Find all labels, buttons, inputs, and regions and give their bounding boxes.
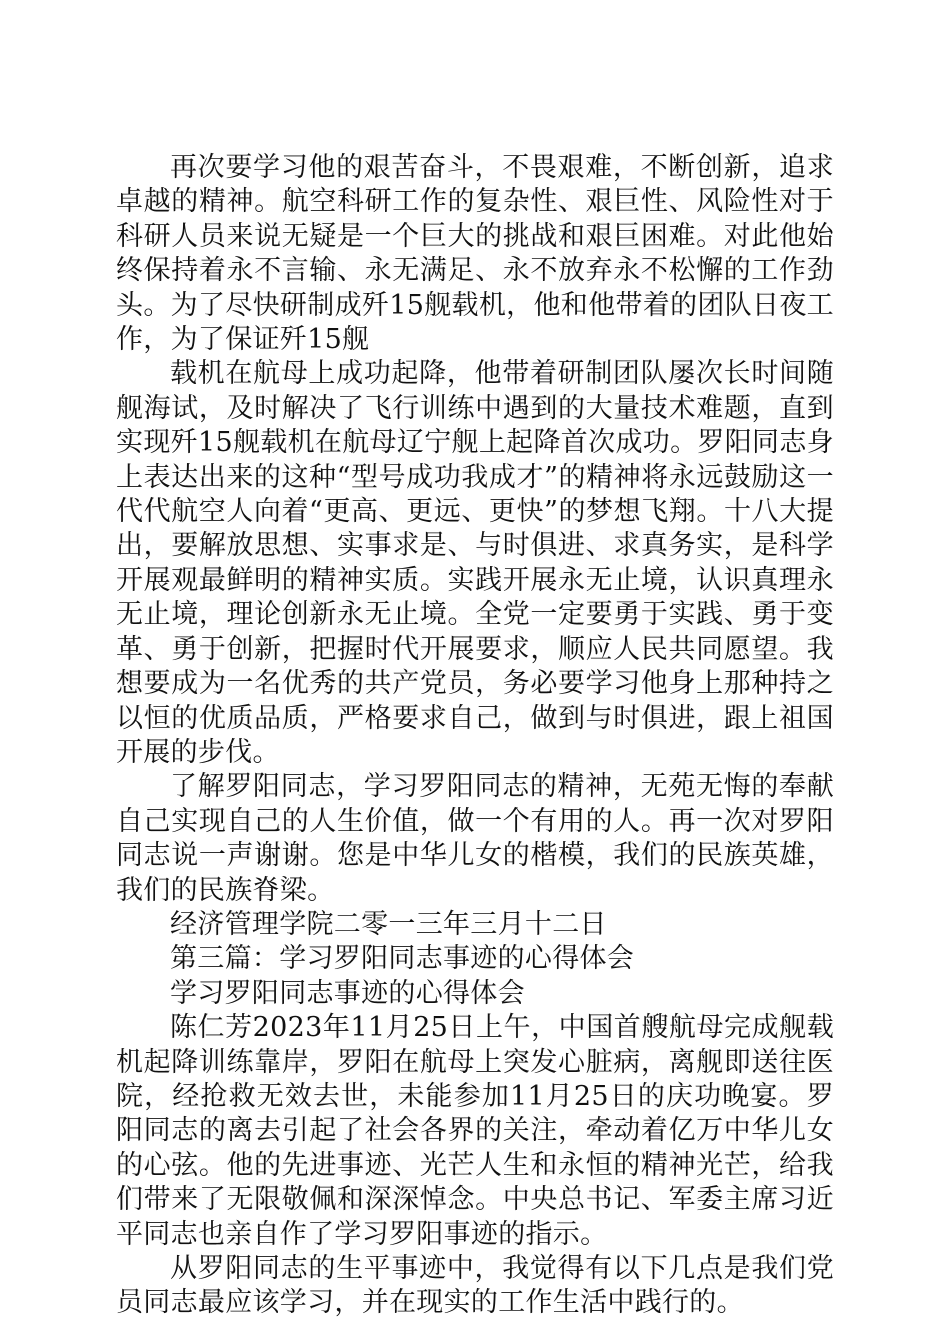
document-body (116, 151, 834, 1321)
paragraph-lessons-intro: 从罗阳同志的生平事迹中，我觉得有以下几点是我们党员同志最应该学习，并在现实的工作生活中践行的。 (116, 1253, 834, 1319)
paragraph-sea-trials: 载机在航母上成功起降，他带着研制团队屡次长时间随舰海试，及时解决了飞行训练中遇到的大量技术难题，直到实现歼15舰载机在航母辽宁舰上起降首次成功。罗阳同志身上表达出来的这种“型号成功我成才”的精神将永远鼓励这一代代航空人向着“更高、更远、更快”的梦想飞翔。十八大提出，要解放思想、实事求是、与时俱进、求真务实，是科学开展观最鲜明的精神实质。实践开展永无止境，认识真理永无止境，理论创新永无止境。全党一定要勇于实践、勇于变革、勇于创新，把握时代开展要求，顺应人民共同愿望。我想要成为一名优秀的共产党员，务必要学习他身上那种持之以恒的优质品质，严格要求自己，做到与时俱进，跟上祖国开展的步伐。 (116, 358, 834, 768)
section-heading: 第三篇：学习罗阳同志事迹的心得体会 (170, 943, 635, 975)
paragraph-tribute: 了解罗阳同志，学习罗阳同志的精神，无苑无悔的奉献自己实现自己的人生价值，做一个有用的人。再一次对罗阳同志说一声谢谢。您是中华儿女的楷模，我们的民族英雄，我们的民族脊梁。 (116, 771, 834, 906)
signature-line: 经济管理学院二零一三年三月十二日 (170, 908, 607, 940)
paragraph-event-account: 陈仁芳2023年11月25日上午，中国首艘航母完成舰载机起降训练靠岸，罗阳在航母上突发心脏病，离舰即送往医院，经抢救无效去世，未能参加11月25日的庆功晚宴。罗阳同志的离去引起了社会各界的关注，牵动着亿万中华儿女的心弦。他的先进事迹、光芒人生和永恒的精神光芒，给我们带来了无限敬佩和深深悼念。中央总书记、军委主席习近平同志也亲自作了学习罗阳事迹的指示。 (116, 1012, 834, 1250)
article-title: 学习罗阳同志事迹的心得体会 (170, 977, 525, 1009)
paragraph-hardship-spirit: 再次要学习他的艰苦奋斗，不畏艰难，不断创新，追求卓越的精神。航空科研工作的复杂性、艰巨性、风险性对于科研人员来说无疑是一个巨大的挑战和艰巨困难。对此他始终保持着永不言输、永无满足、永不放弃永不松懈的工作劲头。为了尽快研制成歼15舰载机，他和他带着的团队日夜工作，为了保证歼15舰 (116, 152, 834, 356)
